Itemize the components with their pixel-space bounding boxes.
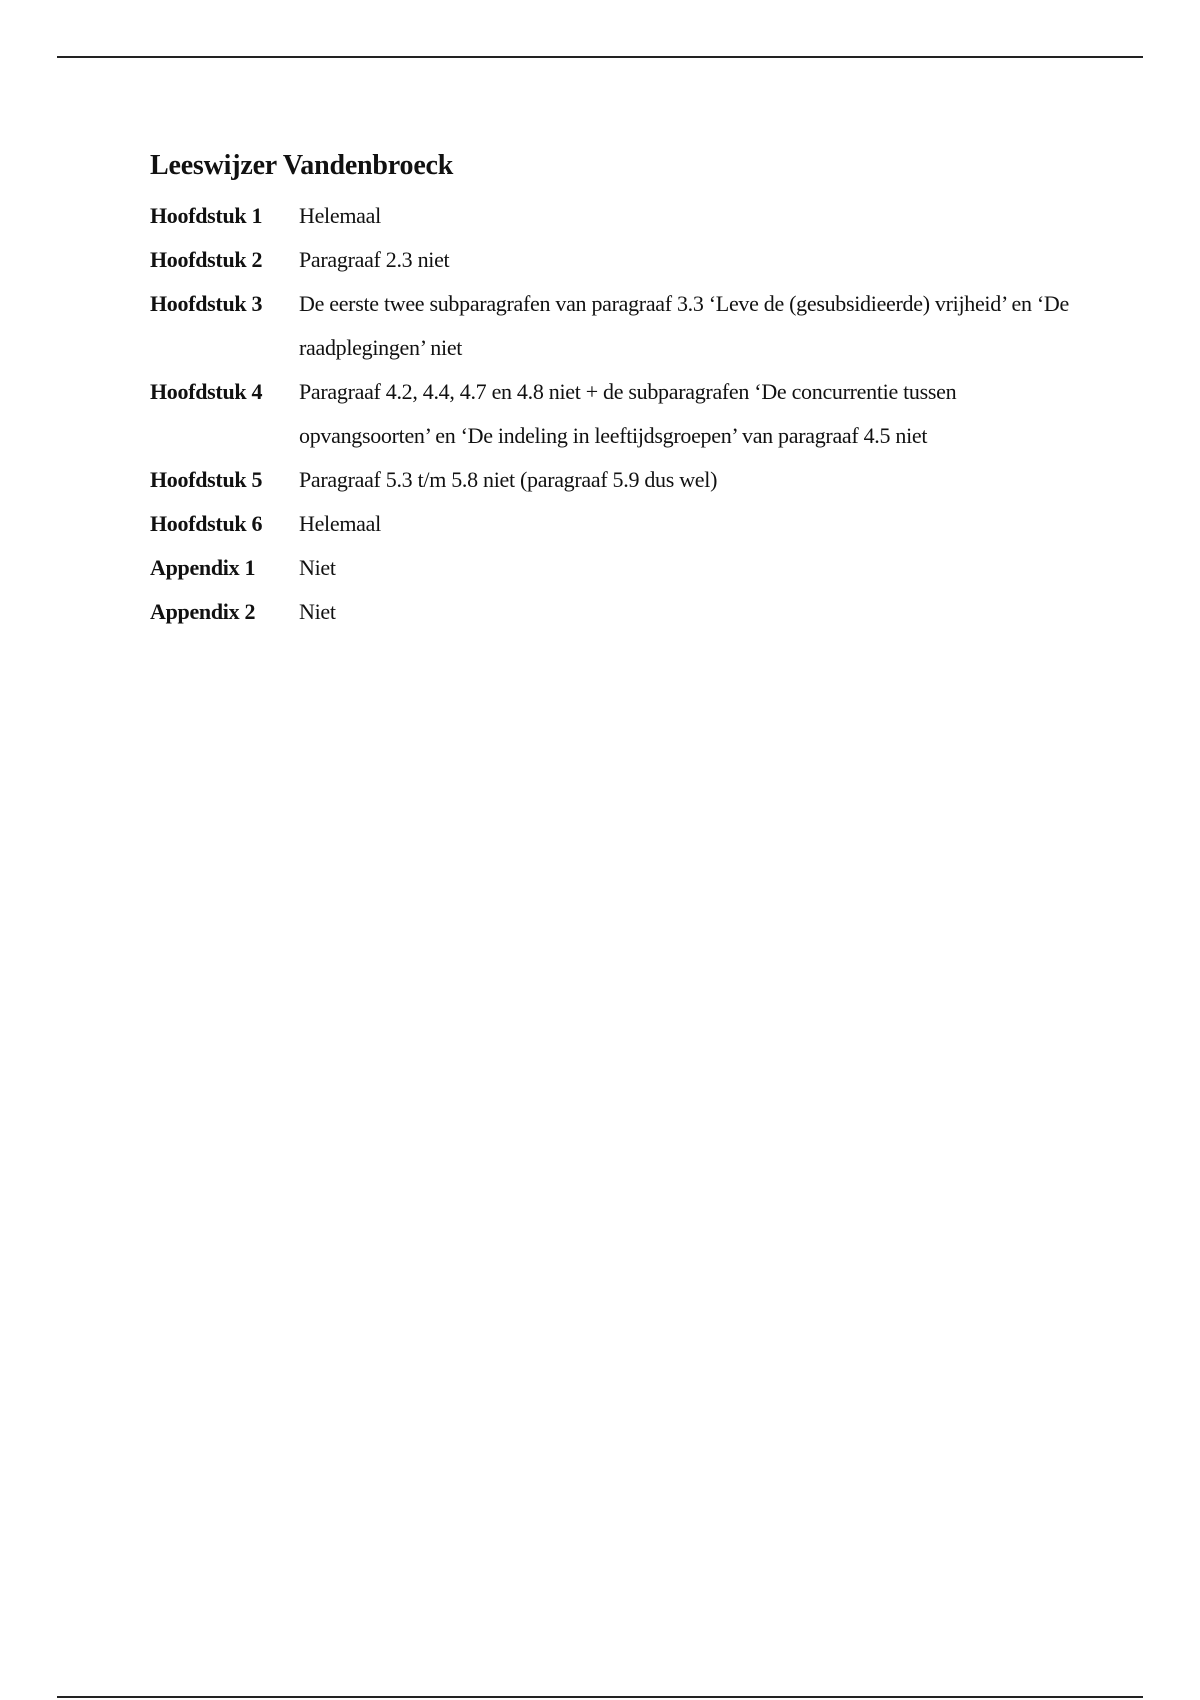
guide-row-text: Helemaal <box>299 511 381 536</box>
guide-row-appendix-2 <box>150 590 1090 634</box>
guide-row-text: De eerste twee subparagrafen van paragraaf 3.3 ‘Leve de (gesubsidieerde) vrijheid’ en ‘De raadplegingen’ niet <box>299 291 1069 360</box>
guide-row-hoofdstuk-2 <box>150 238 1090 282</box>
guide-row-text: Paragraaf 4.2, 4.4, 4.7 en 4.8 niet + de subparagrafen ‘De concurrentie tussen opvangsoorten’ en ‘De indeling in leeftijdsgroepen’ van paragraaf 4.5 niet <box>299 379 957 448</box>
guide-row-hoofdstuk-1 <box>150 194 1090 238</box>
guide-row-text: Paragraaf 2.3 niet <box>299 247 450 272</box>
guide-row-label: Hoofdstuk 6 <box>150 511 263 536</box>
guide-row-text: Niet <box>299 555 336 580</box>
guide-row-text: Niet <box>299 599 336 624</box>
guide-row-hoofdstuk-5 <box>150 458 1090 502</box>
guide-row-hoofdstuk-3 <box>150 282 1090 370</box>
page-title: Leeswijzer Vandenbroeck <box>150 150 454 181</box>
guide-row-label: Appendix 1 <box>150 555 256 580</box>
footer-rule <box>57 1696 1143 1698</box>
guide-row-label: Hoofdstuk 3 <box>150 291 263 316</box>
guide-row-label: Hoofdstuk 1 <box>150 203 263 228</box>
guide-row-label: Hoofdstuk 5 <box>150 467 263 492</box>
guide-list <box>150 194 1090 634</box>
guide-row-label: Hoofdstuk 2 <box>150 247 263 272</box>
header-rule <box>57 56 1143 58</box>
guide-row-text: Helemaal <box>299 203 381 228</box>
guide-row-appendix-1 <box>150 546 1090 590</box>
guide-row-hoofdstuk-4 <box>150 370 1090 458</box>
guide-row-text: Paragraaf 5.3 t/m 5.8 niet (paragraaf 5.9 dus wel) <box>299 467 718 492</box>
guide-row-label: Appendix 2 <box>150 599 256 624</box>
reading-guide <box>150 146 1090 634</box>
guide-row-label: Hoofdstuk 4 <box>150 379 263 404</box>
guide-row-hoofdstuk-6 <box>150 502 1090 546</box>
